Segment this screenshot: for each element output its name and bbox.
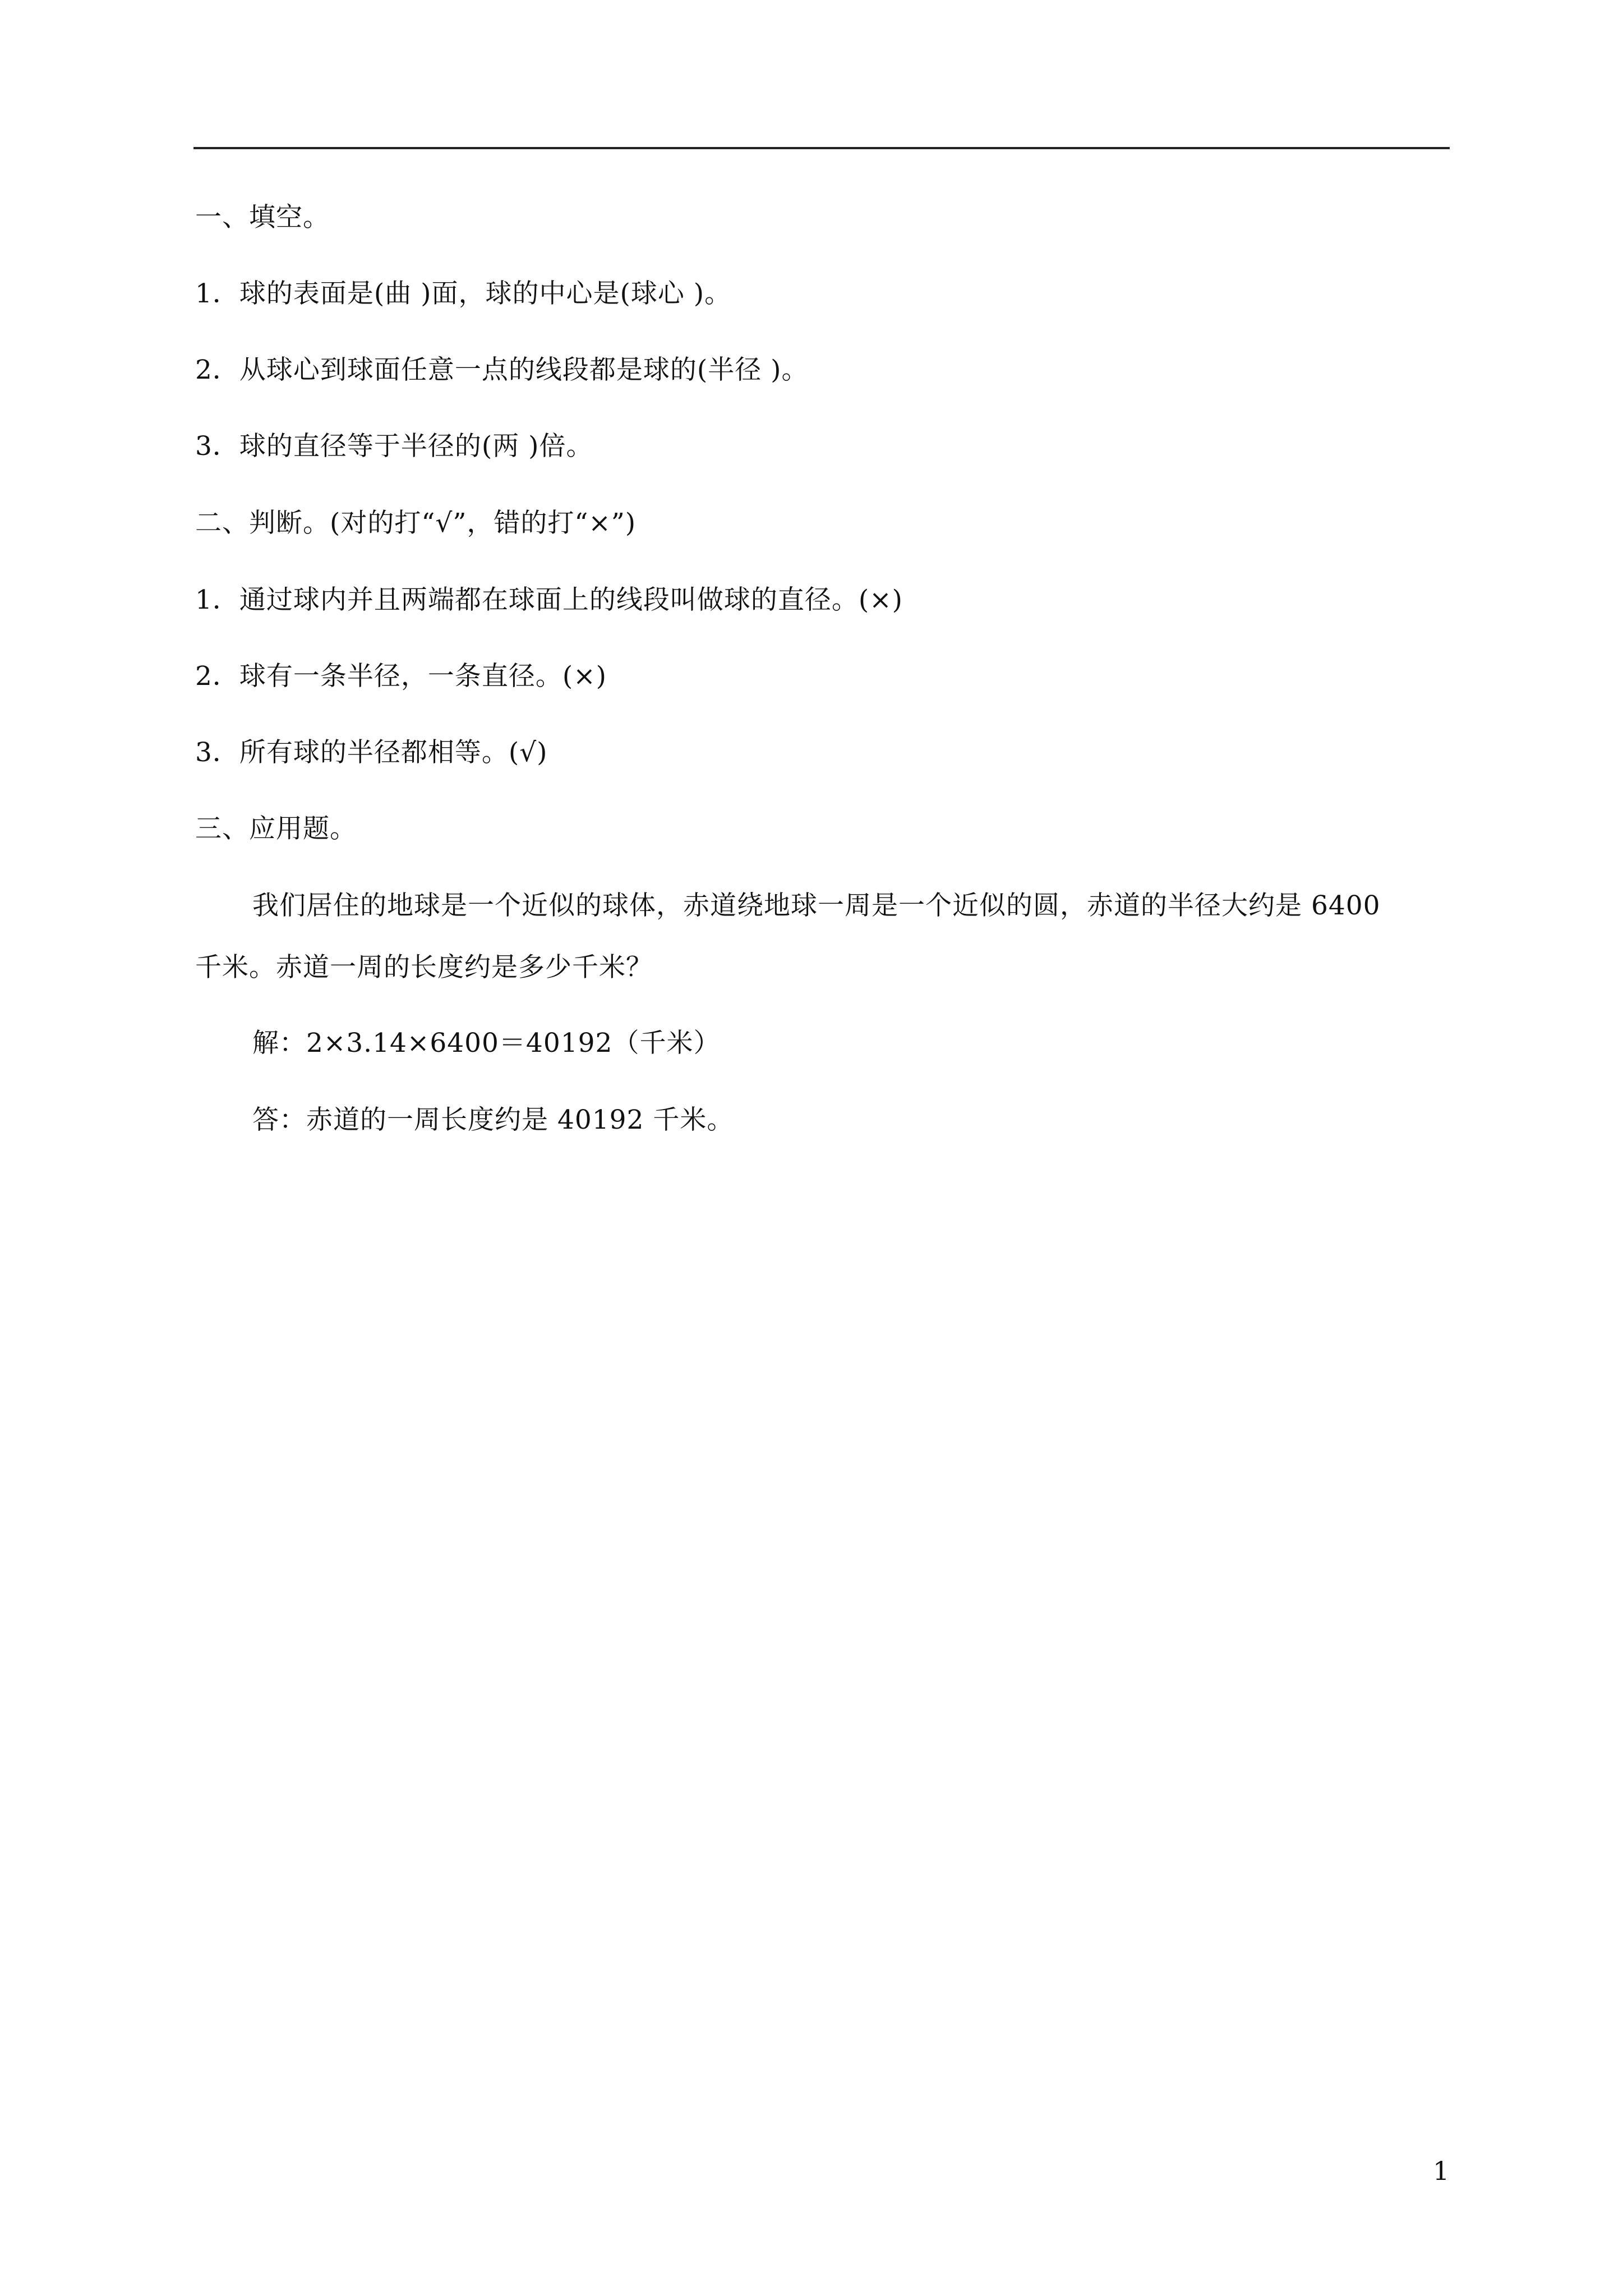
section-3-heading: 三、应用题。 — [195, 813, 357, 844]
problem-text-line-1: 我们居住的地球是一个近似的球体，赤道绕地球一周是一个近似的圆，赤道的半径大约是 6400 — [252, 890, 1381, 921]
judgement-item-1: 1．通过球内并且两端都在球面上的线段叫做球的直径。(×) — [195, 585, 903, 615]
fill-blank-item-2: 2．从球心到球面任意一点的线段都是球的(半径 )。 — [195, 355, 809, 385]
problem-text-line-2: 千米。赤道一周的长度约是多少千米？ — [195, 952, 653, 983]
judgement-item-3: 3．所有球的半径都相等。(√) — [195, 737, 548, 768]
section-2-heading: 二、判断。(对的打“√”，错的打“×”) — [195, 508, 637, 539]
fill-blank-item-1: 1．球的表面是(曲 )面，球的中心是(球心 )。 — [195, 278, 732, 309]
page-number: 1 — [1433, 2156, 1450, 2186]
fill-blank-item-3: 3．球的直径等于半径的(两 )倍。 — [195, 431, 593, 462]
judgement-item-2: 2．球有一条半径，一条直径。(×) — [195, 661, 607, 692]
answer-line: 答：赤道的一周长度约是 40192 千米。 — [252, 1105, 734, 1135]
header-rule — [193, 147, 1450, 149]
section-1-heading: 一、填空。 — [195, 202, 330, 233]
solution-line: 解：2×3.14×6400＝40192（千米） — [252, 1028, 721, 1059]
